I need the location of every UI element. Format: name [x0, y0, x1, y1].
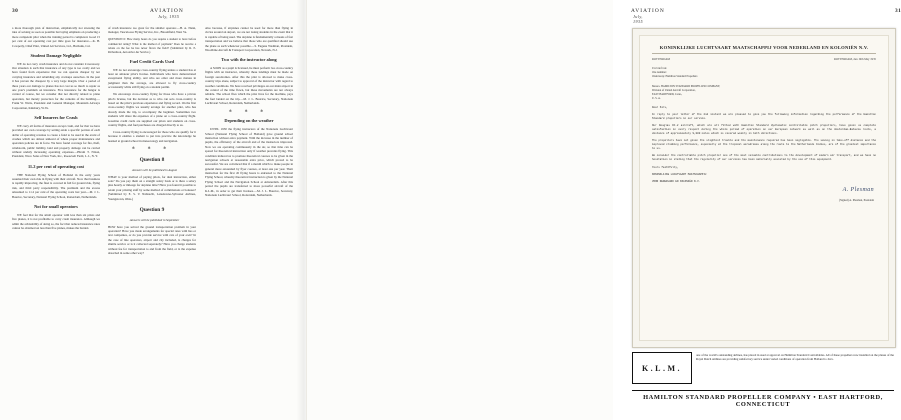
paragraph: UNTIL 1930 the flying instructors of the Nationale Luchtvaart School (National Flying School of Holland) gave ground school instruction without extra payment. With the increase in the number of pupils, the efficiency of the aircraft and of the instructors improved. Now we are operating continuously in the air, so that time can be spared for theoretical instruction only if weather prevents flying. This condition induced us to promote theoretical courses to be given in the navigation schools at reasonable extra price, which proved to be successful. We are convinced that if a month which to make people in general more astounded by flyer courses, at least one per year. Their instruction for the first 45 flying hours is entrusted to the National Flying School, whereby theoretical instruction is given by the National Flying School and the Navigation School at Amsterdam. After this period the pupils are transferred to more powerful aircraft of the K.L.M., in order to get their licenses.—M. J. L. Bourice, Secretary, Nationale Luchtvaart School, Rotterdam, Netherlands.	[205, 127, 293, 198]
klm-letter-facsimile	[632, 28, 896, 348]
closing: Yours faithfully,	[652, 165, 679, 169]
paragraph: a more thorough plan of instruction, emphatically not stressing the idea of soloing as soon as possible but laying emphasis on producing a more competent pilot when the training period is completed. Good 15 per cent of our operating cost per mile goes for insurance.—K. H. Cowperly, Chief Pilot, United Air Services, Ltd., Burbank, Cal.	[12, 26, 100, 48]
address-line: U. S. A.	[652, 97, 661, 101]
letter-place: ROTTERDAM	[652, 57, 670, 61]
ref-line: Ons nummer:	[652, 71, 667, 75]
question-8-heading: Question 8	[139, 156, 165, 163]
section-heading: Fuel Credit Cards Used	[129, 58, 175, 64]
section-heading: Depending on the weather	[224, 118, 274, 124]
paragraph: We encourage cross-country flying for those who have a private pilot's license, but the decision as to who can solo cross-country is based on the pilot's previous experience and flying record. On the first cross-country flights we usually arrange for another pilot, who has already made the trip, to accompany the beginner. Sometimes two students will share the expenses of a plane on a cross-country flight. Gasoline credit cards are supplied our pilots and students on cross-country flights, and fuel purchases are charged directly to us.	[108, 92, 196, 127]
right-page-number: 31	[895, 8, 901, 14]
handwritten-signature: A. Plesman	[842, 186, 874, 193]
ref-line: Uw brief van:	[652, 67, 667, 70]
body-paragraph: Our Douglas DC-2 aircraft, which are all fitted with Hamilton Standard Hydromatic controllable pitch propellers, have given us complete satisfaction in every respect during the whole period of operation on our European network as well as on the Amsterdam-Batavia route, a distance of approximately 9,000 miles which is covered weekly in both directions.	[652, 124, 876, 136]
paragraph: Also because, if airplanes cannot be used for more than flying in circles around an airport, we are not losing students in the event that it is capable of being used. The airplane is fundamentally a means of fast transportation and we believe that those who are qualified should use the plane as such whenever possible.—S. Eugene Wadman, President, Woodbine Aircraft & Transport Corporation, Newark, N.J.	[205, 26, 293, 52]
advert-copy: one of the world's outstanding airlines, has placed in used at approval on Hamilton Standard Controllables. All of these propellers now installed on the planes of the Royal Dutch Airlines are providing satisfactory service under varied conditions of operation from Holland to Java.	[696, 353, 894, 362]
question-9-text: HOW have you solved the ground transportation problem in your operation? Have you made arrangements for special rates with bus or taxi companies, or do you provide service with cars of your own? In the case of line operators, airport and city included, is charges for shuttle service or is it collected separately? Have you charge students without fee for transportation to and from the field, or is the expense absorbed in some other way?	[108, 224, 196, 255]
letter-date: ROTTERDAM, den 19th May 1935	[834, 57, 876, 61]
divider-stars: ✻ ✻ ✻	[228, 108, 270, 113]
question-prompt: QUESTION 6: How many hours do you require a student to have before commercial rating? What is the method of payment? Does he receive a rebate on the fee he has never flown the field? (Submitted by R. E. Richardson, Ann Arbor Air Service.)	[108, 37, 196, 54]
paragraph: WE do not carry crash insurance and do not consider it necessary. Our situation is such that insurance of any type is too costly and we have found from experience that we can operate cheaper by not carrying insurance and rebuilding any crackups ourselves. In the past it has proven the cheapest by a very large margin. Over a period of three years our damage to planes has not cost us so much to repair as one year's premium on insurance. Five insurance for the hangar is carried of course, but we consider that not directly related to plane operation, but merely protection for the contents of the building.—Frank W. Watts, President and General Manager, Mountain Airways Corporation, Kinsbury, W.Va.	[12, 61, 100, 110]
address-line: Messrs. HAMILTON STANDARD PROPELLER COMPANY,	[652, 85, 721, 89]
left-column-2	[108, 26, 196, 258]
left-column-3	[205, 26, 293, 200]
left-page-number: 30	[12, 8, 19, 14]
letterhead-company: KONINKLIJKE LUCHTVAART MAATSCHAPPIJ VOOR NEDERLAND EN KOLONIËN N.V.	[659, 45, 869, 50]
closing-company: VOOR NEDERLAND EN KOLONIËN N.V.	[652, 179, 701, 183]
klm-logo: K.L.M.	[632, 352, 692, 384]
paragraph: Cross-country flying is encouraged for those who are qualify for it because it enables a student to put into practice the knowledge he learned at ground school in meteorology and navigation.	[108, 129, 196, 143]
letter-body	[652, 106, 876, 183]
body-paragraph: We consider the controllable pitch propeller one of the most valuable contributions to the development of modern air transport, and we have no hesitation in stating that the regularity of our services has been materially assisted by the use of this equipment.	[652, 154, 876, 162]
letterhead-rule	[652, 53, 876, 54]
divider-stars: ✻ ✻ ✻	[131, 146, 173, 151]
section-heading: Self Insurers for Crash	[34, 115, 78, 120]
paragraph: of crash insurance too great for the smaller operator.—H. A. Nunn, manager, Tuscaloosa Flying Service, Inc., Bloomfield, West Va.	[108, 26, 196, 35]
section-heading: 11.2 per cent of operating cost	[27, 163, 84, 169]
right-page	[306, 0, 901, 420]
question-8-text: WHAT is your method of paying pilots, for dual instruction, either solo? Do you pay them on a straight salary basis or is there a salary plus hourly or mileage for airplane time? Have you found it possible to retain your piloting staff by some method of commissions or bonuses? (Submitted by E. S. V. Nabnacht, Lansdowne-Sylvester Airlines, Youngstown, Ohio.)	[108, 174, 196, 201]
section-heading: Two with the instructor along	[221, 57, 277, 63]
letter-reference-block	[652, 67, 876, 79]
advert-footer: HAMILTON STANDARD PROPELLER COMPANY • EAST HARTFORD, CONNECTICUT	[643, 394, 883, 408]
section-heading: Not for small operators	[34, 203, 78, 209]
masthead-right: AVIATION	[631, 8, 665, 14]
question-8-subtitle: Answers will be published in August	[132, 167, 177, 172]
paragraph: WE carry all forms of insurance except crash, and for that we have provided our own coverage by setting aside a specific portion of each dollar of operating revenue to create a fund to be used in the event of crashes which are almost unheard of where proper maintenance and operation policies are in force. We have found coverage for fire, theft, windstorm, public liability, land and property damage can be carried without unduly increasing operating expenses.—Hiram T. Nixon, President, Waco Sales of New York, Inc., Roosevelt Field, L. I., N. Y.	[12, 123, 100, 159]
paragraph: A SOON as a pupil is licensed, he must perform two cross-country flights with an instructor, whereby these landings must be made on foreign aerodromes. After this the pilot is allowed to make cross-country trips alone, subject to approval of the instructor with regard to weather conditions. We have received privileges on our main airport in the control of the time flown, but these movements are not always reliable. The school flies which the pilot lives for the machine, pays the fuel landed on the trip.—M. J. L. Bourice, Secretary, Nationale Luchtvaart School, Rotterdam, Netherlands.	[205, 66, 293, 106]
letter-sheet	[639, 35, 889, 341]
hamilton-standard-advertisement	[632, 352, 894, 410]
salutation: Dear Sirs,	[652, 106, 668, 110]
issue-date-left: July, 1935	[158, 14, 180, 19]
letter-meta	[652, 57, 876, 61]
advert-rule	[632, 390, 894, 391]
left-column-1	[12, 26, 100, 233]
issue-date-right: July, 1935	[633, 14, 643, 24]
closing-company: KONINKLIJKE LUCHTVAART MAATSCHAPPIJ	[652, 172, 707, 176]
address-line: EAST HARTFORD, Conn.,	[652, 93, 683, 97]
paragraph: WE feel that for the small operator with less than six pilots and five planes, it is not profitable to carry crash insurance. Although we admit the advisability of doing so, the fact that reduced insurance rates cannot be obtained on less than five planes, makes the burden	[12, 212, 100, 230]
signature-line: (Signed) A. Plesman, President	[839, 198, 874, 202]
left-page	[0, 0, 306, 420]
address-line: Division of United Aircraft Corporation,	[652, 89, 696, 93]
letter-address-block	[652, 85, 876, 101]
body-paragraph: In reply to your letter of the 2nd instant we are pleased to give you the following information regarding the performance of the Hamilton Standard propellers in our service.	[652, 113, 876, 121]
question-9-subtitle: Answers will be published in September	[129, 217, 180, 222]
body-paragraph: The propellers have not given the slightest trouble and the maintenance required has been negligible. The saving in take-off distance and the improved climbing performance, especially at the tropical aerodromes along the route to the Netherlands Indies, are of the greatest importance to us.	[652, 139, 876, 151]
masthead-left: AVIATION	[150, 8, 184, 14]
section-heading: Student Damage Negligible	[30, 52, 82, 58]
paragraph: WE do not encourage cross-country flying unless a student has at least an amateur pilot's license. Individuals who have demonstrated exceptional flying ability, and who are older and more mature in judgment than the average, are allowed to fly cross-country occasionally while still flying on a student permit.	[108, 67, 196, 90]
paragraph: THE National Flying School of Holland in the early years assumed their own risk in flying with their aircraft. Now that business is rapidly improving, the fleet is covered in full for ground risk, flying risk, and third party responsibility. The premium and the excess amounted to 11.2 per cent of the operating costs last year.—M. J. L. Bourice, Secretary, National Flying School, Rotterdam, Netherlands.	[12, 172, 100, 199]
question-9-heading: Question 9	[139, 206, 165, 213]
ref-line: Onderwerp: Hamilton Standard Propellers	[652, 75, 698, 79]
